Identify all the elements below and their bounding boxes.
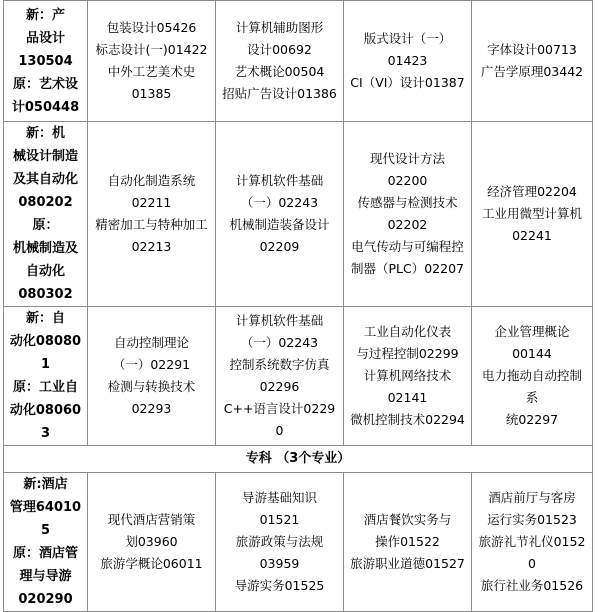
cell-line: 原：艺术设 <box>12 76 78 92</box>
cell-line: 01385 <box>131 86 172 101</box>
cell-line: 新：产 <box>25 7 65 23</box>
cell-line: 设计00692 <box>247 42 312 57</box>
cell-line: 原：酒店管 <box>12 546 78 561</box>
course-cell <box>344 473 472 612</box>
cell-line: C++语言设计02290 <box>223 401 336 438</box>
cell-line: 新：机 <box>25 126 65 141</box>
course-cell <box>216 1 344 122</box>
cell-line: 标志设计(一)01422 <box>95 42 208 57</box>
course-cell <box>344 1 472 122</box>
cell-line: 01521 <box>259 512 300 527</box>
course-cell <box>344 122 472 307</box>
cell-line: 机械制造及 <box>12 241 78 256</box>
cell-line: （一）02291 <box>112 357 191 372</box>
cell-line: 02211 <box>131 195 172 210</box>
cell-line: 版式设计（一） <box>363 31 452 46</box>
cell-line: 02293 <box>131 401 172 416</box>
cell-line: 旅游礼节礼仪01520 <box>478 534 586 571</box>
cell-line: CI（VI）设计01387 <box>350 75 465 90</box>
cell-line: 自动化 <box>25 264 65 279</box>
cell-line: （一）02243 <box>240 335 319 350</box>
course-cell <box>88 122 216 307</box>
course-cell <box>472 307 593 446</box>
cell-line: 02296 <box>259 379 300 394</box>
major-name-cell <box>4 473 88 612</box>
cell-line: 控制系统数字仿真 <box>229 357 330 372</box>
course-cell <box>216 122 344 307</box>
major-name-cell <box>4 307 88 446</box>
cell-line: 品设计 <box>25 30 65 46</box>
cell-line: 自动控制理论 <box>113 335 189 350</box>
cell-line: 02213 <box>131 239 172 254</box>
cell-line: 自动化制造系统 <box>107 173 196 188</box>
cell-line: 080202原： <box>18 195 73 233</box>
section-title: 专科 （3个专业） <box>4 446 593 473</box>
cell-line: 计算机软件基础 <box>235 173 324 188</box>
cell-line: 新:酒店 <box>23 477 68 492</box>
major-name-cell <box>4 122 88 307</box>
cell-line: 旅游职业道德01527 <box>350 556 465 571</box>
course-cell <box>216 307 344 446</box>
cell-line: （一）02243 <box>240 195 319 210</box>
course-cell <box>344 307 472 446</box>
major-row <box>4 473 593 612</box>
cell-line: 02209 <box>259 239 300 254</box>
cell-line: 02241 <box>512 228 552 243</box>
course-cell <box>88 473 216 612</box>
cell-line: 传感器与检测技术 <box>357 195 458 210</box>
cell-line: 及其自动化 <box>12 172 78 187</box>
cell-line: 动化080603 <box>9 403 82 441</box>
cell-line: 工业自动化仪表 <box>363 324 452 339</box>
course-cell <box>88 307 216 446</box>
cell-line: 微机控制技术02294 <box>350 412 465 427</box>
cell-line: 导游基础知识 <box>241 490 317 505</box>
cell-line: 02202 <box>387 217 428 232</box>
cell-line: 广告学原理03442 <box>480 64 584 79</box>
cell-line: 管理640105 <box>9 500 82 538</box>
cell-line: 02200 <box>387 173 428 188</box>
cell-line: 电气传动与可编程控 <box>351 239 464 254</box>
cell-line: 精密加工与特种加工 <box>95 217 208 232</box>
course-cell <box>472 122 593 307</box>
cell-line: 艺术概论00504 <box>234 64 325 79</box>
cell-line: 动化080801 <box>9 334 82 372</box>
cell-line: 电力拖动自动控制系 <box>481 368 582 405</box>
cell-line: 旅游政策与法规 <box>235 534 324 549</box>
cell-line: 03959 <box>259 556 300 571</box>
cell-line: 080302 <box>18 287 73 302</box>
cell-line: 计算机网络技术 <box>363 368 452 383</box>
major-name-cell <box>4 1 88 122</box>
cell-line: 130504 <box>18 53 73 69</box>
cell-line: 计算机软件基础 <box>235 313 324 328</box>
cell-line: 计算机辅助图形 <box>235 20 324 35</box>
cell-line: 统02297 <box>505 412 559 427</box>
cell-line: 字体设计00713 <box>487 42 577 57</box>
cell-line: 机械制造装备设计 <box>229 217 330 232</box>
cell-line: 酒店餐饮实务与 <box>363 512 452 527</box>
cell-line: 旅行社业务01526 <box>480 578 584 593</box>
cell-line: 企业管理概论 <box>494 324 570 339</box>
cell-line: 现代酒店营销策 <box>107 512 196 527</box>
cell-line: 械设计制造 <box>12 149 78 164</box>
cell-line: 中外工艺美术史 <box>107 64 196 79</box>
cell-line: 旅游学概论06011 <box>100 556 203 571</box>
cell-line: 操作01522 <box>375 534 440 549</box>
cell-line: 检测与转换技术 <box>107 379 196 394</box>
cell-line: 运行实务01523 <box>487 512 577 527</box>
course-cell <box>216 473 344 612</box>
course-table-body <box>4 1 593 612</box>
course-cell <box>88 1 216 122</box>
cell-line: 计050448 <box>11 99 80 115</box>
cell-line: 00144 <box>512 346 552 361</box>
major-row <box>4 307 593 446</box>
cell-line: 原：工业自 <box>12 380 78 395</box>
cell-line: 工业用微型计算机 <box>481 206 582 221</box>
cell-line: 包装设计05426 <box>106 20 197 35</box>
major-row <box>4 122 593 307</box>
cell-line: 02141 <box>387 390 428 405</box>
cell-line: 酒店前厅与客房 <box>488 490 576 505</box>
cell-line: 020290 <box>18 592 73 607</box>
course-cell <box>472 473 593 612</box>
cell-line: 招贴广告设计01386 <box>222 86 337 101</box>
course-table <box>3 0 593 612</box>
cell-line: 01423 <box>387 53 428 68</box>
cell-line: 划03960 <box>125 534 178 549</box>
major-row <box>4 1 593 122</box>
cell-line: 制器（PLC）02207 <box>351 261 464 276</box>
cell-line: 经济管理02204 <box>487 184 577 199</box>
section-row <box>4 446 593 473</box>
cell-line: 导游实务01525 <box>234 578 325 593</box>
cell-line: 与过程控制02299 <box>356 346 459 361</box>
cell-line: 新：自 <box>25 311 65 326</box>
cell-line: 理与导游 <box>19 569 72 584</box>
cell-line: 现代设计方法 <box>369 151 445 166</box>
course-cell <box>472 1 593 122</box>
